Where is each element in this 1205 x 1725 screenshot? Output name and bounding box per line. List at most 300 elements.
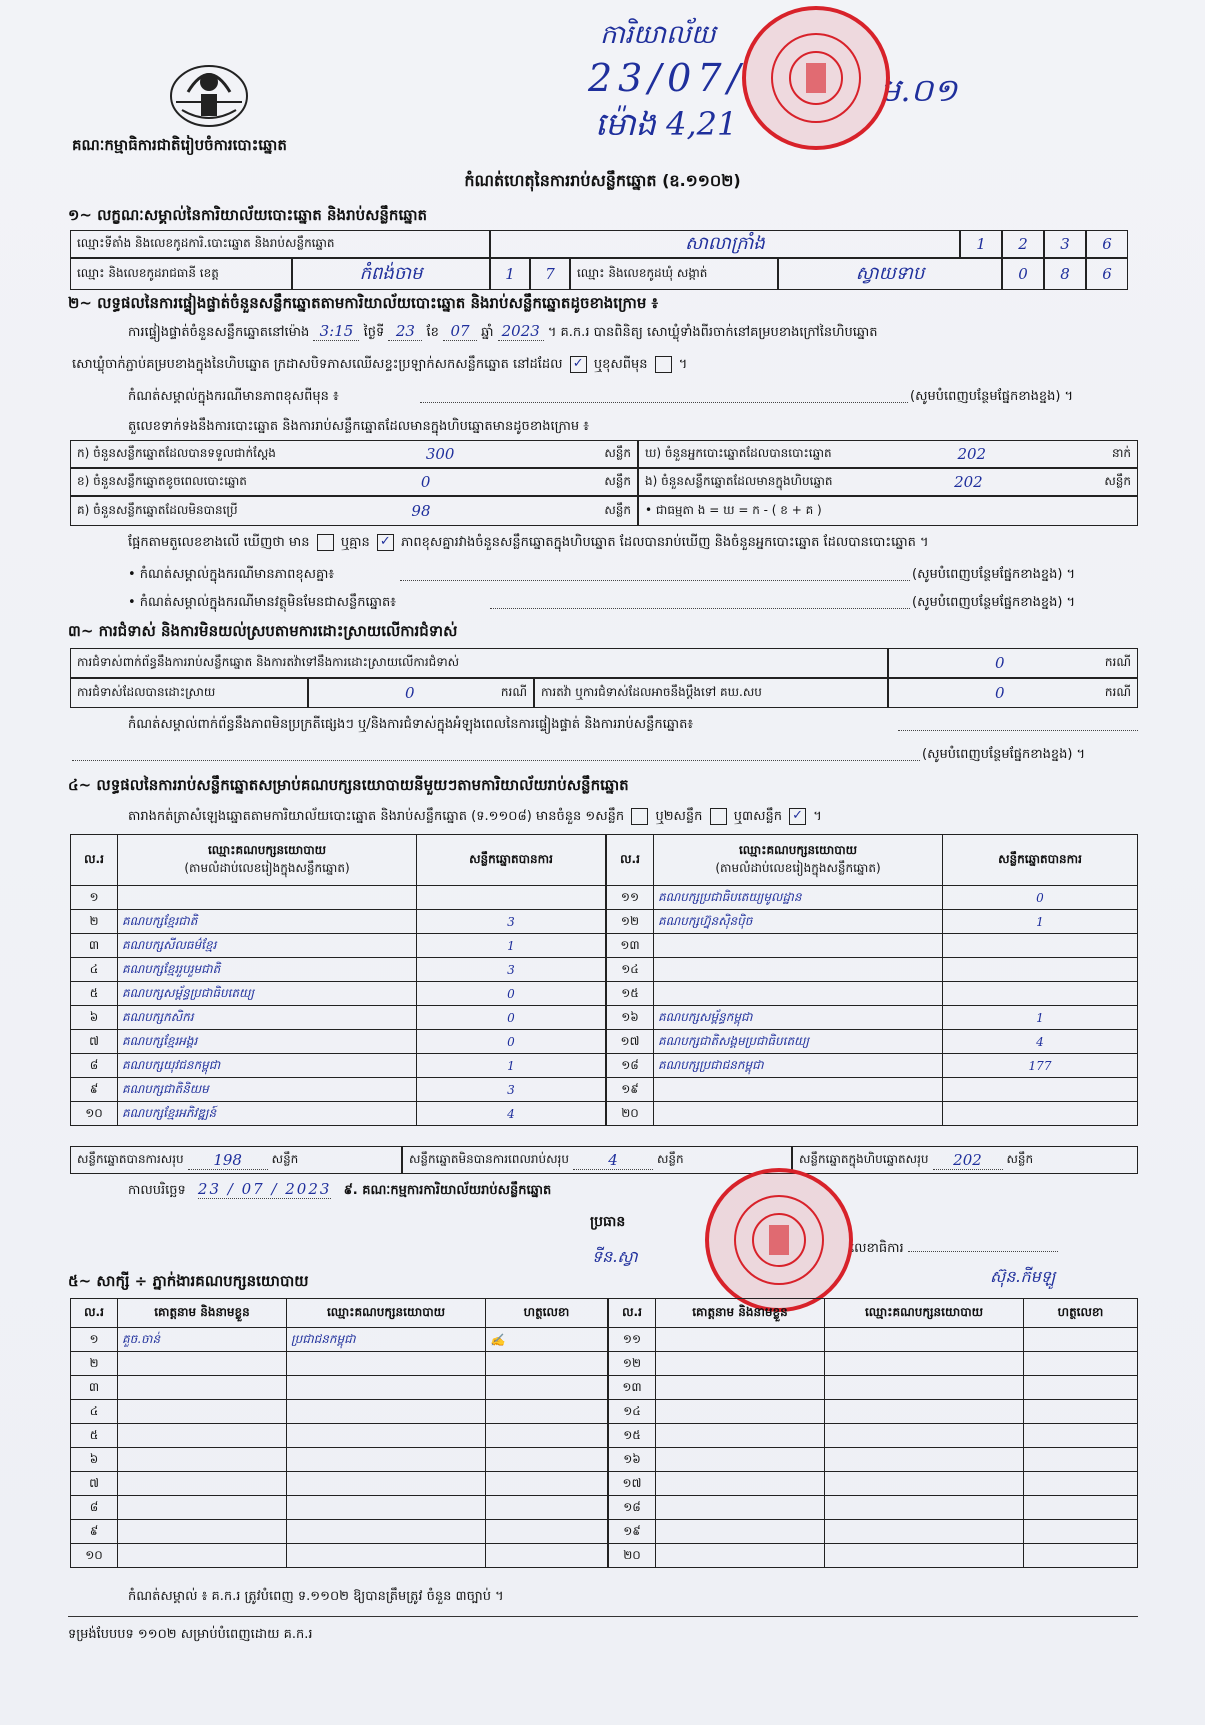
total-invalid-cell — [402, 1146, 792, 1174]
witness-table-right — [608, 1298, 1138, 1568]
party-name: គណបក្សជាតិសង្គមប្រជាធិបតេយ្យ — [654, 1030, 943, 1054]
party-name: គណបក្សយុវជនកម្ពុជា — [118, 1054, 417, 1078]
row-no: ១៦ — [607, 1006, 654, 1030]
row-no: ១៨ — [607, 1054, 654, 1078]
witness-name — [656, 1400, 825, 1424]
committee-label: ៩. គណៈកម្មការការិយាល័យរាប់សន្លឹកឆ្នោត — [343, 1183, 552, 1198]
sec1-row1-value: សាលាក្រាំង — [490, 230, 960, 258]
col-sign: ហត្ថលេខា — [486, 1299, 608, 1328]
sec2-month: 07 — [443, 322, 477, 341]
sec2-line2-text: សោឃ្លុំចាក់ភ្ជាប់គម្របខាងក្នុងនៃហិបឆ្នោត ក្រដាសបិទភាសឈើសខ្ទះប្រឡាក់សកសន្លឹកឆ្នោត នៅដដែល — [72, 357, 563, 372]
witness-party — [287, 1376, 486, 1400]
sec2-note1-line — [420, 402, 908, 403]
witness-party — [825, 1472, 1024, 1496]
party-votes: 0 — [417, 1006, 606, 1030]
table-row — [609, 1376, 1138, 1400]
footer-form-ref: ទម្រង់បែបបទ ១១០២ សម្រាប់បំពេញដោយ គ.ក.រ — [68, 1627, 313, 1642]
witness-party — [825, 1520, 1024, 1544]
col-no: ល.រ — [71, 835, 118, 886]
witness-signature — [1024, 1328, 1138, 1352]
sec2-row-e-unit: សន្លឹក — [1104, 474, 1131, 488]
sec2-line2-end: ។ — [678, 357, 688, 372]
row-no: ៣ — [71, 1376, 118, 1400]
party-name: គណបក្សប្រជាជនកម្ពុជា — [654, 1054, 943, 1078]
col-sign: ហត្ថលេខា — [1024, 1299, 1138, 1328]
sec4-intro — [128, 808, 822, 827]
nec-logo — [168, 52, 250, 130]
party-votes: 177 — [943, 1054, 1138, 1078]
witness-signature — [486, 1544, 608, 1568]
sec2-row-c — [70, 496, 638, 526]
party-name: គណបក្សខ្មែរអភិវឌ្ឍន៍ — [118, 1102, 417, 1126]
date-value: 23 / 07 / 2023 — [197, 1180, 332, 1198]
party-name — [654, 958, 943, 982]
witness-signature: ✍ — [486, 1328, 608, 1352]
witness-name — [118, 1448, 287, 1472]
row-no: ៨ — [71, 1496, 118, 1520]
party-name — [654, 1078, 943, 1102]
table-row — [607, 1006, 1138, 1030]
sec3-row2-label2: ការតវ៉ា ឬការជំទាស់ដែលអាចនឹងប្តឹងទៅ គឃ.សប — [534, 678, 888, 708]
row-no: ៣ — [71, 934, 118, 958]
no-difference-checkbox[interactable]: ✓ — [377, 534, 394, 551]
row-no: ១៥ — [609, 1424, 656, 1448]
witness-signature — [486, 1424, 608, 1448]
witness-signature — [1024, 1424, 1138, 1448]
witness-name — [118, 1400, 287, 1424]
sec1-row2-code-2: 7 — [530, 258, 570, 290]
secretary-label — [850, 1240, 1058, 1259]
sec2-line1-d: ឆ្នាំ — [481, 325, 494, 340]
same-checkbox[interactable]: ✓ — [570, 356, 587, 373]
row-no: ៤ — [71, 958, 118, 982]
sec3-row2-unit: ករណី — [500, 685, 527, 699]
party-name: គណបក្សខ្មែរអង្គរ — [118, 1030, 417, 1054]
row-no: ៦ — [71, 1006, 118, 1030]
witness-party: ប្រជាជនកម្ពុជា — [287, 1328, 486, 1352]
party-votes — [943, 934, 1138, 958]
party-votes: 3 — [417, 958, 606, 982]
table-row — [607, 934, 1138, 958]
table-row — [609, 1328, 1138, 1352]
sec3-row2-value-cell — [308, 678, 534, 708]
row-no: ៦ — [71, 1448, 118, 1472]
sec3-row2-value2: 0 — [995, 684, 1005, 702]
total-invalid-value: 4 — [573, 1151, 653, 1170]
sec3-note-line-1 — [898, 730, 1138, 731]
row-no: ២ — [71, 1352, 118, 1376]
witness-name — [656, 1376, 825, 1400]
row-no: ៧ — [71, 1030, 118, 1054]
secretary-signature: ស៊ុន.កីមឡូ — [990, 1267, 1056, 1286]
witness-party — [287, 1448, 486, 1472]
different-checkbox[interactable] — [655, 356, 672, 373]
total-invalid-label: សន្លឹកឆ្នោតមិនបានការពេលរាប់សរុប — [409, 1152, 569, 1166]
witness-party — [825, 1376, 1024, 1400]
sec3-note: កំណត់សម្គាល់ពាក់ព័ន្ធនឹងភាពមិនប្រក្រតីផ្សេងៗ ឬ/និងការជំទាស់ក្នុងអំឡុងពេលនៃការផ្ទៀងផ្ទាត់ និងការរាប់សន្លឹកឆ្នោត៖ — [128, 717, 694, 732]
table-row — [71, 1030, 606, 1054]
sec5-title: ៥~ សាក្សី ÷ ភ្នាក់ងារគណបក្សនយោបាយ — [68, 1272, 309, 1290]
sec3-row1-unit: ករណី — [1104, 655, 1131, 669]
witness-name — [118, 1520, 287, 1544]
witness-signature — [1024, 1544, 1138, 1568]
sec1-row2-value: កំពង់ចាម — [292, 258, 490, 290]
sec1-row1-code-3: 3 — [1044, 230, 1086, 258]
total-box-cell — [792, 1146, 1138, 1174]
table-row — [71, 958, 606, 982]
stamp-emblem-icon — [761, 28, 871, 128]
sec2-row-a-unit: សន្លឹក — [604, 446, 631, 460]
sec2-row-formula — [638, 496, 1138, 526]
sec2-line4-b: ឬគ្មាន — [340, 535, 370, 550]
sec1-row2-value2: ស្វាយទាប — [778, 258, 1002, 290]
table-row — [71, 1496, 608, 1520]
sec1-row1-code-4: 6 — [1086, 230, 1128, 258]
sec2-line1 — [128, 322, 878, 343]
sec2-row-d-unit: នាក់ — [1111, 446, 1131, 460]
sec1-row1-label: ឈ្មោះទីតាំង និងលេខកូដការិ.បោះឆ្នោត និងរាប់សន្លឹកឆ្នោត — [70, 230, 490, 258]
sec3-row1-label: ការជំទាស់ពាក់ព័ន្ធនឹងការរាប់សន្លឹកឆ្នោត និងការតវ៉ាទៅនឹងការដោះស្រាយលើការជំទាស់ — [70, 648, 888, 678]
sec2-row-d-value: 202 — [957, 445, 987, 463]
party-votes: 0 — [943, 886, 1138, 910]
one-sheet-checkbox[interactable] — [631, 808, 648, 825]
two-sheet-checkbox[interactable] — [710, 808, 727, 825]
sec4-intro-b: ឬ២សន្លឹក — [655, 809, 703, 824]
col-party: ឈ្មោះគណបក្សនយោបាយ — [825, 1299, 1024, 1328]
party-votes — [943, 1102, 1138, 1126]
total-valid-unit: សន្លឹក — [271, 1152, 299, 1166]
table-row — [71, 982, 606, 1006]
sec2-bullet2-line — [490, 608, 910, 609]
table-row — [71, 934, 606, 958]
col-no: ល.រ — [71, 1299, 118, 1328]
party-votes: 0 — [417, 1030, 606, 1054]
sec2-row-d — [638, 440, 1138, 468]
sec3-row2-unit2: ករណី — [1104, 685, 1131, 699]
row-no: ១៩ — [609, 1520, 656, 1544]
sec2-row-b — [70, 468, 638, 496]
witness-signature — [486, 1520, 608, 1544]
total-valid-label: សន្លឹកឆ្នោតបានការសរុប — [77, 1152, 184, 1166]
witness-signature — [1024, 1400, 1138, 1424]
row-no: ២០ — [609, 1544, 656, 1568]
sec2-bullet2-more: (សូមបំពេញបន្ថែមផ្នែកខាងខ្នង) ។ — [912, 595, 1076, 610]
sec2-formula: • ជាធម្មតា ង = ឃ = ក - ( ខ + គ ) — [645, 503, 822, 517]
sec2-bullet1-line — [400, 580, 910, 581]
row-no: ២០ — [607, 1102, 654, 1126]
witness-table-left — [70, 1298, 608, 1568]
total-box-value: 202 — [933, 1151, 1003, 1170]
row-no: ៩ — [71, 1078, 118, 1102]
table-row — [71, 1472, 608, 1496]
party-votes: 3 — [417, 1078, 606, 1102]
row-no: ៥ — [71, 982, 118, 1006]
date-label: កាលបរិច្ឆេទ — [128, 1183, 186, 1198]
chair-label: ប្រធាន — [590, 1214, 626, 1230]
party-votes: 1 — [417, 934, 606, 958]
col-party — [654, 835, 943, 886]
witness-signature — [486, 1496, 608, 1520]
table-row — [609, 1424, 1138, 1448]
has-difference-checkbox[interactable] — [317, 534, 334, 551]
table-row — [609, 1352, 1138, 1376]
witness-name — [656, 1520, 825, 1544]
corner-signature: ម.០១ — [880, 71, 958, 109]
sec3-row1-value: 0 — [995, 654, 1005, 672]
row-no: ៧ — [71, 1472, 118, 1496]
table-row — [71, 1054, 606, 1078]
witness-party — [825, 1328, 1024, 1352]
col-no: ល.រ — [607, 835, 654, 886]
sec2-note1: កំណត់សម្គាល់ក្នុងករណីមានភាពខុសពីមុន ៖ — [128, 389, 339, 404]
table-row — [607, 910, 1138, 934]
sec2-line2-b: ឬខុសពីមុន — [593, 357, 648, 372]
row-no: ១៥ — [607, 982, 654, 1006]
witness-name — [656, 1424, 825, 1448]
table-header-row — [71, 1299, 608, 1328]
party-votes — [943, 1078, 1138, 1102]
party-name: គណបក្សសម្ព័ន្ធប្រជាធិបតេយ្យ — [118, 982, 417, 1006]
row-no: ១៦ — [609, 1448, 656, 1472]
sec2-note1-more: (សូមបំពេញបន្ថែមផ្នែកខាងខ្នង) ។ — [910, 389, 1074, 404]
table-row — [71, 1424, 608, 1448]
party-votes — [943, 958, 1138, 982]
witness-signature — [1024, 1448, 1138, 1472]
party-votes: 0 — [417, 982, 606, 1006]
sec2-title: ២~ លទ្ធផលនៃការផ្ទៀងផ្ទាត់ចំនួនសន្លឹកឆ្នោតតាមការិយាល័យបោះឆ្នោត និងរាប់សន្លឹកឆ្នោតដូចខាងក្រោម ៖ — [68, 294, 659, 312]
table-row — [609, 1472, 1138, 1496]
sec2-row-e-label: ង) ចំនួនសន្លឹកឆ្នោតដែលមានក្នុងហិបឆ្នោត — [645, 474, 833, 488]
table-row — [71, 1328, 608, 1352]
chair-signature: ទីន.ស្វា — [592, 1247, 638, 1266]
sec1-row2-label: ឈ្មោះ និងលេខកូដរាជធានី ខេត្ត — [70, 258, 292, 290]
sec2-line1-a: ការផ្ទៀងផ្ទាត់ចំនួនសន្លឹកឆ្នោតនៅម៉ោង — [128, 325, 310, 340]
party-name: គណបក្សខ្មែររួបរួមជាតិ — [118, 958, 417, 982]
col-party: ឈ្មោះគណបក្សនយោបាយ — [287, 1299, 486, 1328]
row-no: ១២ — [609, 1352, 656, 1376]
sec2-row-b-unit: សន្លឹក — [604, 474, 631, 488]
official-stamp-bottom — [705, 1168, 853, 1312]
total-valid-value: 198 — [188, 1151, 268, 1170]
party-votes: 1 — [943, 910, 1138, 934]
witness-party — [287, 1352, 486, 1376]
witness-party — [825, 1400, 1024, 1424]
sec2-line1-b: ថ្ងៃទី — [363, 325, 385, 340]
table-row — [71, 910, 606, 934]
witness-name — [118, 1376, 287, 1400]
row-no: ១៣ — [609, 1376, 656, 1400]
row-no: ៥ — [71, 1424, 118, 1448]
row-no: ១៨ — [609, 1496, 656, 1520]
witness-name — [656, 1472, 825, 1496]
witness-name — [656, 1544, 825, 1568]
sec1-row2-code2-2: 8 — [1044, 258, 1086, 290]
sec2-year: 2023 — [498, 322, 544, 341]
stamp-emblem-icon — [724, 1190, 834, 1290]
sec2-line1-c: ខែ — [426, 325, 439, 340]
sec2-line2 — [72, 356, 687, 375]
sec2-row-a-value: 300 — [425, 445, 455, 463]
sec4-date-line — [128, 1180, 551, 1201]
sec2-row-a-label: ក) ចំនួនសន្លឹកឆ្នោតដែលបានទទួលជាក់ស្តែង — [77, 446, 276, 460]
party-name: គណបក្សសម្ព័ន្ធកម្ពុជា — [654, 1006, 943, 1030]
party-name: គណបក្សខ្មែរជាតិ — [118, 910, 417, 934]
col-party-label: ឈ្មោះគណបក្សនយោបាយ — [207, 843, 327, 857]
party-votes: 4 — [417, 1102, 606, 1126]
witness-signature — [1024, 1352, 1138, 1376]
table-row — [607, 1078, 1138, 1102]
sec2-line3: តួលេខទាក់ទងនឹងការបោះឆ្នោត និងការរាប់សន្លឹកឆ្នោតដែលមានក្នុងហិបឆ្នោតមានដូចខាងក្រោម ៖ — [128, 419, 589, 434]
party-votes-table-left — [70, 834, 606, 1126]
sec2-time: 3:15 — [313, 322, 359, 341]
col-party-sub: (តាមលំដាប់លេខរៀងក្នុងសន្លឹកឆ្នោត) — [184, 861, 350, 875]
corner-note-1: ការិយាល័យ — [600, 20, 716, 50]
sec1-row1-code-1: 1 — [960, 230, 1002, 258]
sec3-row2-value2-cell — [888, 678, 1138, 708]
sec3-note-line-2 — [72, 760, 920, 761]
table-row — [71, 1352, 608, 1376]
table-row — [71, 886, 606, 910]
table-row — [609, 1448, 1138, 1472]
table-header-row — [609, 1299, 1138, 1328]
sec1-row2-code-1: 1 — [490, 258, 530, 290]
witness-party — [825, 1352, 1024, 1376]
col-votes: សន្លឹកឆ្នោតបានការ — [417, 835, 606, 886]
row-no: ១៧ — [609, 1472, 656, 1496]
witness-signature — [486, 1448, 608, 1472]
corner-note-3: ម៉ោង 4,21 — [595, 105, 738, 143]
sec2-row-e-value: 202 — [954, 473, 983, 491]
sec2-row-b-value: 0 — [420, 473, 431, 491]
sec4-intro-end: ។ — [813, 809, 822, 824]
sec3-row2-value: 0 — [405, 684, 415, 702]
table-row — [71, 1006, 606, 1030]
sec1-row2-code2-1: 0 — [1002, 258, 1044, 290]
witness-signature — [1024, 1520, 1138, 1544]
sec3-row1-value-cell — [888, 648, 1138, 678]
sec1-row1-code-2: 2 — [1002, 230, 1044, 258]
witness-party — [287, 1496, 486, 1520]
witness-name — [118, 1544, 287, 1568]
witness-name — [118, 1352, 287, 1376]
footer-divider — [68, 1616, 1138, 1617]
sec2-row-c-value: 98 — [411, 502, 431, 520]
party-votes: 1 — [417, 1054, 606, 1078]
row-no: ១២ — [607, 910, 654, 934]
table-row — [607, 1102, 1138, 1126]
sec2-line1-e: ។ គ.ក.រ បានពិនិត្យ សោឃ្លុំទាំងពីរចាក់នៅគម្របខាងក្រៅនៃហិបឆ្នោត — [547, 325, 878, 340]
sec2-bullet1: • កំណត់សម្គាល់ក្នុងករណីមានភាពខុសគ្នា៖ — [128, 567, 335, 582]
party-votes: 4 — [943, 1030, 1138, 1054]
party-name: គណបក្សសីលធម៌ខ្មែរ — [118, 934, 417, 958]
row-no: ១៤ — [609, 1400, 656, 1424]
witness-signature — [486, 1352, 608, 1376]
table-row — [71, 1376, 608, 1400]
party-votes: 1 — [943, 1006, 1138, 1030]
row-no: ១០ — [71, 1544, 118, 1568]
witness-signature — [1024, 1496, 1138, 1520]
total-invalid-unit: សន្លឹក — [656, 1152, 684, 1166]
sec2-line4 — [128, 534, 929, 553]
witness-name — [656, 1352, 825, 1376]
sec2-row-b-label: ខ) ចំនួនសន្លឹកឆ្នោតខូចពេលបោះឆ្នោត — [77, 474, 247, 488]
table-row — [71, 1102, 606, 1126]
corner-note-2: 23/07/ — [588, 56, 747, 100]
witness-name — [118, 1496, 287, 1520]
sec2-bullet2: • កំណត់សម្គាល់ក្នុងករណីមានវត្ថុមិនមែនជាសន្លឹកឆ្នោត៖ — [128, 595, 396, 610]
row-no: ៨ — [71, 1054, 118, 1078]
col-party — [118, 835, 417, 886]
party-votes: 3 — [417, 910, 606, 934]
witness-name — [118, 1424, 287, 1448]
table-row — [607, 1054, 1138, 1078]
col-party-sub: (តាមលំដាប់លេខរៀងក្នុងសន្លឹកឆ្នោត) — [715, 861, 881, 875]
table-row — [609, 1544, 1138, 1568]
three-sheet-checkbox[interactable]: ✓ — [789, 808, 806, 825]
table-row — [607, 886, 1138, 910]
party-name: គណបក្សហ្វ៊ុនស៊ិនប៉ិច — [654, 910, 943, 934]
footer-note: កំណត់សម្គាល់ ៖ គ.ក.រ ត្រូវបំពេញ ទ.១១០២ ឱ្យបានត្រឹមត្រូវ ចំនួន ៣ច្បាប់ ។ — [128, 1589, 504, 1604]
party-votes-table-right — [606, 834, 1138, 1126]
sec4-intro-a: តារាងកត់ត្រាសំឡេងឆ្នោតតាមការិយាល័យបោះឆ្នោត និងរាប់សន្លឹកឆ្នោត (ទ.១១០៨) មានចំនួន ១សន្លឹក — [128, 809, 625, 824]
row-no: ៤ — [71, 1400, 118, 1424]
party-name: គណបក្សប្រជាធិបតេយ្យមូលដ្ឋាន — [654, 886, 943, 910]
table-row — [71, 1448, 608, 1472]
witness-party — [287, 1424, 486, 1448]
row-no: ១៤ — [607, 958, 654, 982]
sec3-title: ៣~ ការជំទាស់ និងការមិនយល់ស្របតាមការដោះស្រាយលើការជំទាស់ — [68, 622, 458, 640]
party-name — [118, 886, 417, 910]
form-title: កំណត់ហេតុនៃការរាប់សន្លឹកឆ្នោត (ឧ.១១០២) — [464, 171, 741, 190]
table-row — [607, 1030, 1138, 1054]
secretary-dots — [908, 1251, 1058, 1252]
witness-party — [825, 1424, 1024, 1448]
witness-name — [656, 1448, 825, 1472]
row-no: ១ — [71, 1328, 118, 1352]
row-no: ១៧ — [607, 1030, 654, 1054]
table-row — [607, 958, 1138, 982]
total-valid-cell — [70, 1146, 402, 1174]
sec3-row2-label: ការជំទាស់ដែលបានដោះស្រាយ — [70, 678, 308, 708]
table-row — [71, 1400, 608, 1424]
witness-party — [287, 1544, 486, 1568]
sec1-row2-code2-3: 6 — [1086, 258, 1128, 290]
witness-signature — [486, 1472, 608, 1496]
table-row — [609, 1496, 1138, 1520]
row-no: ១ — [71, 886, 118, 910]
row-no: ១៩ — [607, 1078, 654, 1102]
official-stamp-top — [742, 6, 890, 150]
row-no: ១៣ — [607, 934, 654, 958]
witness-party — [287, 1472, 486, 1496]
row-no: ៩ — [71, 1520, 118, 1544]
sec2-row-c-unit: សន្លឹក — [604, 503, 631, 517]
sec2-row-e — [638, 468, 1138, 496]
party-name — [654, 982, 943, 1006]
total-box-unit: សន្លឹក — [1006, 1152, 1034, 1166]
witness-party — [825, 1448, 1024, 1472]
col-no: ល.រ — [609, 1299, 656, 1328]
table-header-row — [607, 835, 1138, 886]
witness-name: គួច.ចាន់ — [118, 1328, 287, 1352]
sec2-row-d-label: ឃ) ចំនួនអ្នកបោះឆ្នោតដែលបានបោះឆ្នោត — [645, 446, 832, 460]
table-row — [71, 1520, 608, 1544]
col-votes: សន្លឹកឆ្នោតបានការ — [943, 835, 1138, 886]
sec2-row-a — [70, 440, 638, 468]
witness-name — [656, 1328, 825, 1352]
party-name: គណបក្សកសិករ — [118, 1006, 417, 1030]
table-row — [609, 1400, 1138, 1424]
